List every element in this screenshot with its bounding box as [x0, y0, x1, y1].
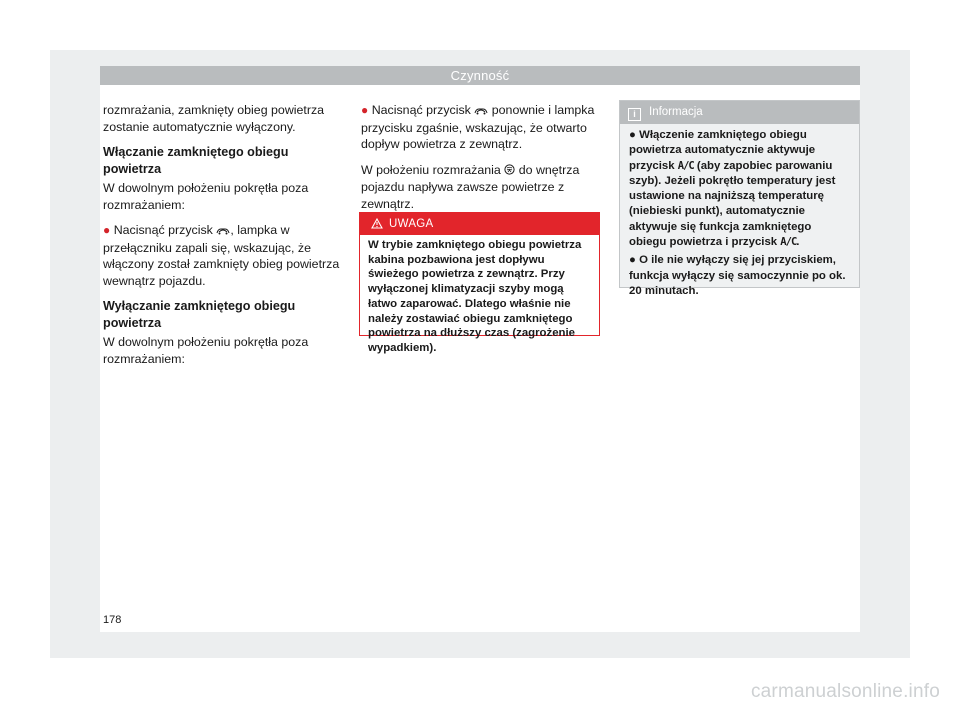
info-icon: i	[628, 108, 641, 121]
car-recirculation-icon	[216, 223, 230, 240]
defrost-text-pre: W położeniu rozmrażania	[361, 162, 501, 177]
heading-recirc-on: Włączanie zamkniętego obiegu powietrza	[103, 145, 289, 176]
column-middle	[361, 102, 601, 221]
paragraph-defrost	[361, 162, 601, 213]
heading-recirc-off: Wyłączanie zamkniętego obiegu powietrza	[103, 299, 296, 330]
info-label: Informacja	[649, 106, 703, 118]
watermark: carmanualsonline.info	[750, 681, 940, 702]
page-number: 178	[103, 614, 122, 626]
info-body	[620, 124, 859, 299]
bullet-text-post: , lampka w przełączniku zapali się, wskazując, że włączony został zamknięty obieg powietrza wewnątrz pojazdu.	[103, 223, 340, 288]
defrost-text-post: do wnętrza pojazdu napływa zawsze powietrze z zewnątrz.	[361, 162, 580, 211]
paragraph-recirc-off: W dowolnym położeniu pokrętła poza rozmrażaniem:	[103, 335, 309, 366]
info-header	[620, 101, 859, 124]
warning-label: UWAGA	[389, 218, 434, 230]
section-header: Czynność	[100, 66, 860, 85]
warning-triangle-icon	[371, 215, 383, 237]
bullet-icon: ●	[629, 129, 636, 141]
bullet-text-pre: Nacisnąć przycisk	[371, 103, 471, 117]
bullet-icon: ●	[629, 254, 636, 267]
bullet-press-again	[361, 102, 601, 153]
bullet-text-post: ponownie i lampka przycisku zgaśnie, wskazując, że otwarto dopływ powietrza z zewnątrz.	[361, 103, 595, 151]
bullet-icon: ●	[361, 103, 369, 117]
defrost-fan-icon	[504, 163, 515, 180]
info-item-2-text: O ile nie wyłączy się jej przyciskiem, funkcja wyłączy się samoczynnie po ok. 20 minutach.	[629, 254, 846, 297]
paragraph-intro: rozmrażania, zamknięty obieg powietrza zostanie automatycznie wyłączony.	[103, 103, 325, 134]
warning-text: W trybie zamkniętego obiegu powietrza kabina pozbawiona jest dopływu świeżego powietrza z zewnątrz. Przy wyłączonej klimatyzacji szyby mogą łatwo zaparować. Dlatego właśnie nie należy zostawiać obiegu zamkniętego powietrza na dłuższy czas (zagrożenie wypadkiem).	[368, 239, 582, 354]
info-box	[619, 100, 860, 297]
bullet-text-pre: Nacisnąć przycisk	[113, 223, 213, 237]
info-item-1-post: (aby zapobiec parowaniu szyb). Jeżeli pokrętło temperatury jest ustawione na najniższą temperaturę (niebieski punkt), automatycznie aktywuje się funkcja zamkniętego obiegu powietrza i przycisk	[629, 159, 836, 249]
paragraph-recirc-on: W dowolnym położeniu pokrętła poza rozmrażaniem:	[103, 181, 309, 212]
info-item-1-pre: Włączenie zamkniętego obiegu powietrza automatycznie aktywuje przycisk	[629, 129, 816, 172]
warning-header	[360, 213, 599, 235]
info-item-1: ● Włączenie zamkniętego obiegu powietrza automatycznie aktywuje przycisk A/C (aby zapobiec parowaniu szyb). Jeżeli pokrętło temperatury jest ustawione na najniższą temperaturę (niebieski punkt), automatycznie aktywuje się funkcja zamkniętego obiegu powietrza i przycisk A/C.	[629, 129, 836, 249]
bullet-icon: ●	[103, 223, 111, 237]
bullet-press-button	[103, 222, 343, 289]
warning-box	[359, 212, 600, 354]
car-recirculation-icon	[474, 103, 488, 120]
info-item-2	[629, 253, 851, 299]
ac-button-label: A/C	[677, 159, 694, 172]
column-left	[103, 102, 343, 376]
ac-button-label: A/C	[780, 236, 797, 249]
